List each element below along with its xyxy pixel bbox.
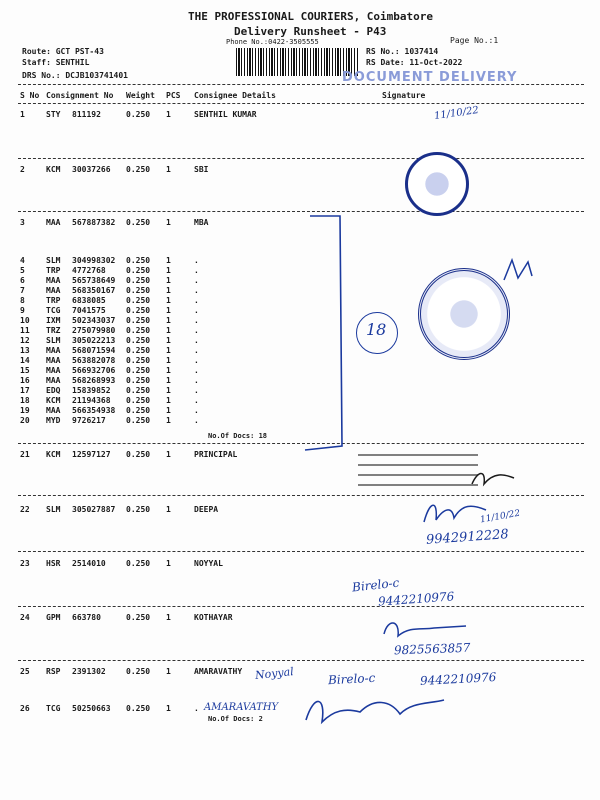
barcode xyxy=(236,48,359,76)
staff: Staff: SENTHIL xyxy=(22,58,90,67)
row-pcs: 1 xyxy=(166,505,171,514)
row-weight: 0.250 xyxy=(126,396,151,405)
row-sno: 7 xyxy=(20,286,25,295)
row-pcs: 1 xyxy=(166,276,171,285)
row-weight: 0.250 xyxy=(126,110,151,119)
row-pcs: 1 xyxy=(166,266,171,275)
row-sno: 22 xyxy=(20,505,30,514)
page-number: Page No.:1 xyxy=(450,36,499,45)
row-sno: 14 xyxy=(20,356,30,365)
row-consignee: . xyxy=(194,416,199,425)
handwritten-phone: 9825563857 xyxy=(393,640,471,658)
row-sno: 8 xyxy=(20,296,25,305)
row-destination: MYD xyxy=(46,416,61,425)
row-pcs: 1 xyxy=(166,306,171,315)
row-weight: 0.250 xyxy=(126,450,151,459)
row-consignment-no: 305027887 xyxy=(72,505,116,514)
col-weight: Weight xyxy=(126,91,155,100)
row-consignee: . xyxy=(194,276,199,285)
row-consignment-no: 565738649 xyxy=(72,276,116,285)
row-destination: TCG xyxy=(46,704,61,713)
docs-count-2: No.Of Docs: 2 xyxy=(208,715,263,723)
row-pcs: 1 xyxy=(166,326,171,335)
col-pcs: PCS xyxy=(166,91,181,100)
seal-icon xyxy=(405,152,469,216)
row-consignee: . xyxy=(194,366,199,375)
row-consignee: PRINCIPAL xyxy=(194,450,238,459)
college-seal-icon xyxy=(418,268,510,360)
row-weight: 0.250 xyxy=(126,286,151,295)
row-sno: 25 xyxy=(20,667,30,676)
row-destination: EDQ xyxy=(46,386,61,395)
row-pcs: 1 xyxy=(166,704,171,713)
row-destination: MAA xyxy=(46,286,61,295)
row-weight: 0.250 xyxy=(126,306,151,315)
document-delivery-stamp: DOCUMENT DELIVERY xyxy=(342,70,518,85)
handwritten-note: Birelo-c xyxy=(351,575,400,595)
col-sno: S No xyxy=(20,91,40,100)
row-destination: SLM xyxy=(46,505,61,514)
row-weight: 0.250 xyxy=(126,296,151,305)
row-weight: 0.250 xyxy=(126,559,151,568)
row-destination: MAA xyxy=(46,346,61,355)
row-weight: 0.250 xyxy=(126,366,151,375)
row-destination: SLM xyxy=(46,336,61,345)
row-consignment-no: 50250663 xyxy=(72,704,111,713)
bracket-line xyxy=(300,206,360,456)
row-weight: 0.250 xyxy=(126,613,151,622)
row-destination: MAA xyxy=(46,356,61,365)
row-destination: KCM xyxy=(46,396,61,405)
row-consignment-no: 566932706 xyxy=(72,366,116,375)
circled-count-number: 18 xyxy=(366,320,387,339)
row-consignee: . xyxy=(194,376,199,385)
row-sno: 6 xyxy=(20,276,25,285)
row-sno: 13 xyxy=(20,346,30,355)
row-consignee: . xyxy=(194,316,199,325)
row-pcs: 1 xyxy=(166,286,171,295)
row-consignee: NOYYAL xyxy=(194,559,223,568)
row-consignment-no: 502343037 xyxy=(72,316,116,325)
row-consignee: DEEPA xyxy=(194,505,219,514)
row-consignment-no: 663780 xyxy=(72,613,101,622)
handwritten-date: 11/10/22 xyxy=(479,508,521,526)
row-pcs: 1 xyxy=(166,450,171,459)
row-consignee: . xyxy=(194,336,199,345)
row-consignment-no: 12597127 xyxy=(72,450,111,459)
row-pcs: 1 xyxy=(166,336,171,345)
row-pcs: 1 xyxy=(166,376,171,385)
row-consignment-no: 7041575 xyxy=(72,306,106,315)
drs-number: DRS No.: DCJB103741401 xyxy=(22,71,128,80)
handwritten-phone: 9442210976 xyxy=(419,670,497,688)
row-sno: 21 xyxy=(20,450,30,459)
row-weight: 0.250 xyxy=(126,256,151,265)
row-consignment-no: 304998302 xyxy=(72,256,116,265)
row-sno: 17 xyxy=(20,386,30,395)
row-weight: 0.250 xyxy=(126,165,151,174)
row-pcs: 1 xyxy=(166,296,171,305)
row-consignment-no: 9726217 xyxy=(72,416,106,425)
row-consignee: . xyxy=(194,356,199,365)
row-sno: 5 xyxy=(20,266,25,275)
row-consignee: SBI xyxy=(194,165,209,174)
row-consignment-no: 566354938 xyxy=(72,406,116,415)
row-destination: MAA xyxy=(46,406,61,415)
col-signature: Signature xyxy=(382,91,426,100)
row-weight: 0.250 xyxy=(126,316,151,325)
divider xyxy=(18,551,584,552)
row-consignee: SENTHIL KUMAR xyxy=(194,110,257,119)
row-weight: 0.250 xyxy=(126,336,151,345)
handwritten-name: Noyyal xyxy=(254,665,295,682)
row-destination: IXM xyxy=(46,316,61,325)
divider xyxy=(18,158,584,159)
row-consignment-no: 21194368 xyxy=(72,396,111,405)
row-sno: 12 xyxy=(20,336,30,345)
row-sno: 9 xyxy=(20,306,25,315)
row-weight: 0.250 xyxy=(126,416,151,425)
row-consignee: . xyxy=(194,296,199,305)
row-consignee: . xyxy=(194,306,199,315)
row-consignee: . xyxy=(194,346,199,355)
row-sno: 11 xyxy=(20,326,30,335)
row-sno: 2 xyxy=(20,165,25,174)
signature-deepa xyxy=(420,498,490,528)
row-sno: 24 xyxy=(20,613,30,622)
row-consignment-no: 6838085 xyxy=(72,296,106,305)
rs-number: RS No.: 1037414 xyxy=(366,47,439,56)
row-consignment-no: 275079980 xyxy=(72,326,116,335)
route: Route: GCT PST-43 xyxy=(22,47,104,56)
company-title: THE PROFESSIONAL COURIERS, Coimbatore xyxy=(188,10,434,23)
divider xyxy=(18,103,584,104)
row-destination: SLM xyxy=(46,256,61,265)
row-consignee: . xyxy=(194,266,199,275)
divider xyxy=(18,495,584,496)
row-sno: 23 xyxy=(20,559,30,568)
row-sno: 19 xyxy=(20,406,30,415)
divider xyxy=(18,84,584,85)
row-consignment-no: 567887382 xyxy=(72,218,116,227)
signature-principal xyxy=(468,466,518,490)
row-pcs: 1 xyxy=(166,559,171,568)
handwritten-note: Birelo-c xyxy=(327,670,376,688)
row-pcs: 1 xyxy=(166,316,171,325)
row-consignee: . xyxy=(194,704,199,713)
row-consignment-no: 568268993 xyxy=(72,376,116,385)
row-pcs: 1 xyxy=(166,356,171,365)
row-destination: STY xyxy=(46,110,61,119)
row-consignee: AMARAVATHY xyxy=(194,667,243,676)
col-consignment: Consignment No xyxy=(46,91,114,100)
row-weight: 0.250 xyxy=(126,356,151,365)
row-sno: 15 xyxy=(20,366,30,375)
row-sno: 18 xyxy=(20,396,30,405)
handwritten-date: 11/10/22 xyxy=(433,104,480,123)
runsheet-title: Delivery Runsheet - P43 xyxy=(234,25,387,38)
docs-count-1: No.Of Docs: 18 xyxy=(208,432,268,440)
row-pcs: 1 xyxy=(166,667,171,676)
row-consignment-no: 15839852 xyxy=(72,386,111,395)
row-pcs: 1 xyxy=(166,110,171,119)
principal-stamp xyxy=(358,454,478,486)
handwritten-phone: 9942912228 xyxy=(425,527,510,548)
row-destination: GPM xyxy=(46,613,61,622)
row-consignee: . xyxy=(194,406,199,415)
row-pcs: 1 xyxy=(166,165,171,174)
row-pcs: 1 xyxy=(166,346,171,355)
row-pcs: 1 xyxy=(166,396,171,405)
row-destination: MAA xyxy=(46,376,61,385)
row-consignment-no: 30037266 xyxy=(72,165,111,174)
row-destination: TRP xyxy=(46,296,61,305)
signature-amaravathy xyxy=(300,690,450,730)
row-weight: 0.250 xyxy=(126,704,151,713)
row-weight: 0.250 xyxy=(126,218,151,227)
row-pcs: 1 xyxy=(166,613,171,622)
handwritten-phone: 9442210976 xyxy=(377,589,455,609)
row-sno: 3 xyxy=(20,218,25,227)
row-pcs: 1 xyxy=(166,366,171,375)
row-sno: 1 xyxy=(20,110,25,119)
row-weight: 0.250 xyxy=(126,386,151,395)
row-destination: TRP xyxy=(46,266,61,275)
row-sno: 26 xyxy=(20,704,30,713)
divider xyxy=(18,606,584,607)
row-sno: 20 xyxy=(20,416,30,425)
row-destination: MAA xyxy=(46,218,61,227)
row-weight: 0.250 xyxy=(126,266,151,275)
row-pcs: 1 xyxy=(166,256,171,265)
row-pcs: 1 xyxy=(166,406,171,415)
row-pcs: 1 xyxy=(166,218,171,227)
row-weight: 0.250 xyxy=(126,667,151,676)
phone-number: Phone No.:0422-3505555 xyxy=(226,38,319,46)
row-weight: 0.250 xyxy=(126,276,151,285)
row-sno: 10 xyxy=(20,316,30,325)
row-weight: 0.250 xyxy=(126,406,151,415)
row-consignee: . xyxy=(194,286,199,295)
row-consignment-no: 2391302 xyxy=(72,667,106,676)
handwritten-name: AMARAVATHY xyxy=(204,702,279,713)
row-consignee: . xyxy=(194,326,199,335)
col-details: Consignee Details xyxy=(194,91,276,100)
row-weight: 0.250 xyxy=(126,326,151,335)
rs-date: RS Date: 11-Oct-2022 xyxy=(366,58,463,67)
row-consignee: . xyxy=(194,396,199,405)
row-consignment-no: 568350167 xyxy=(72,286,116,295)
row-pcs: 1 xyxy=(166,386,171,395)
row-destination: MAA xyxy=(46,366,61,375)
row-weight: 0.250 xyxy=(126,346,151,355)
row-consignee: . xyxy=(194,256,199,265)
row-consignment-no: 811192 xyxy=(72,110,101,119)
row-pcs: 1 xyxy=(166,416,171,425)
row-destination: MAA xyxy=(46,276,61,285)
row-weight: 0.250 xyxy=(126,376,151,385)
row-weight: 0.250 xyxy=(126,505,151,514)
row-consignee: . xyxy=(194,386,199,395)
row-consignment-no: 563882078 xyxy=(72,356,116,365)
row-destination: HSR xyxy=(46,559,61,568)
row-consignee: MBA xyxy=(194,218,209,227)
row-sno: 4 xyxy=(20,256,25,265)
row-consignment-no: 2514010 xyxy=(72,559,106,568)
row-destination: KCM xyxy=(46,450,61,459)
signature-mba xyxy=(498,256,538,286)
row-destination: RSP xyxy=(46,667,61,676)
signature-kothayar xyxy=(380,616,470,642)
row-destination: KCM xyxy=(46,165,61,174)
row-sno: 16 xyxy=(20,376,30,385)
divider xyxy=(18,660,584,661)
row-destination: TCG xyxy=(46,306,61,315)
row-consignment-no: 568071594 xyxy=(72,346,116,355)
row-consignment-no: 305022213 xyxy=(72,336,116,345)
row-destination: TRZ xyxy=(46,326,61,335)
row-consignment-no: 4772768 xyxy=(72,266,106,275)
row-consignee: KOTHAYAR xyxy=(194,613,233,622)
